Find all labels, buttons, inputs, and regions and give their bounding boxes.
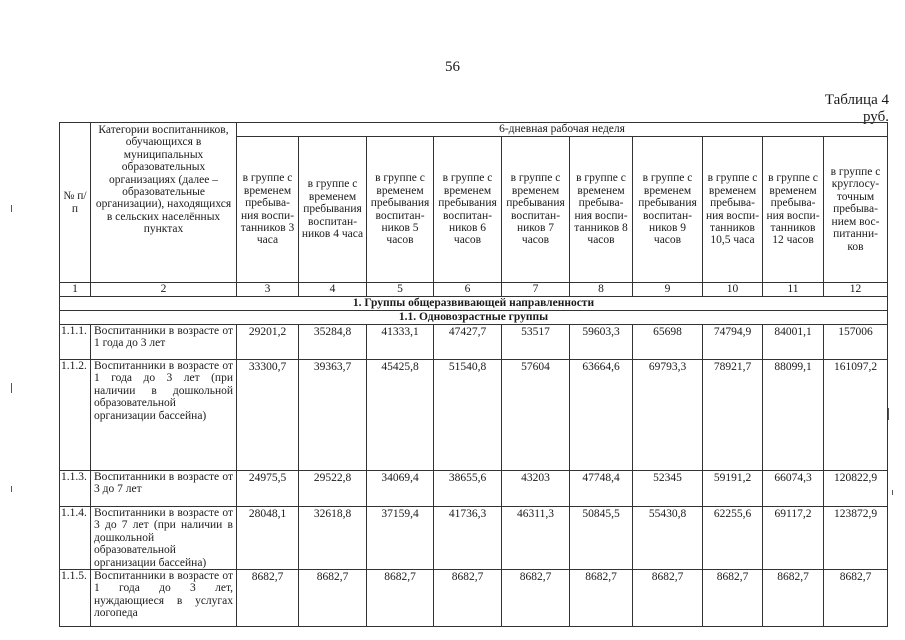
row-value: 29522,8 — [299, 471, 367, 507]
scan-mark — [11, 486, 12, 492]
column-number: 9 — [633, 283, 703, 297]
row-value: 38655,6 — [434, 471, 502, 507]
header-duration: в группе с временем пребыва-ния воспи-танников 8 часов — [570, 137, 633, 283]
row-value: 8682,7 — [434, 570, 502, 627]
row-value: 63664,6 — [570, 360, 633, 471]
header-duration: в группе с временем пребывания воспитан-ников 6 часов — [434, 137, 502, 283]
row-category: Воспитанники в возрасте от 1 года до 3 лет — [91, 325, 237, 360]
row-value: 8682,7 — [633, 570, 703, 627]
section-row — [60, 297, 888, 311]
header-category: Категории воспитанников, обучающихся в муниципальных образовательных организациях (далее – образовательные организации), находящихся в сельских населённых пунктах — [91, 123, 237, 283]
row-value: 45425,8 — [367, 360, 434, 471]
row-value: 62255,6 — [703, 507, 763, 570]
table-label: Таблица 4 — [824, 92, 889, 108]
column-number: 7 — [502, 283, 570, 297]
row-value: 50845,5 — [570, 507, 633, 570]
scan-mark — [892, 490, 893, 495]
table-body — [60, 123, 888, 627]
header-duration: в группе с временем пребыва-ния воспи-танников 3 часа — [237, 137, 299, 283]
row-value: 46311,3 — [502, 507, 570, 570]
row-value: 41333,1 — [367, 325, 434, 360]
column-number: 6 — [434, 283, 502, 297]
scan-mark — [888, 408, 889, 420]
table-caption — [825, 92, 889, 126]
row-value: 47427,7 — [434, 325, 502, 360]
row-number: 1.1.2. — [60, 360, 91, 471]
tariff-table — [59, 122, 888, 627]
row-value: 8682,7 — [570, 570, 633, 627]
row-value: 55430,8 — [633, 507, 703, 570]
row-value: 39363,7 — [299, 360, 367, 471]
row-value: 8682,7 — [703, 570, 763, 627]
column-number: 1 — [60, 283, 91, 297]
table-row — [60, 471, 888, 507]
row-value: 8682,7 — [299, 570, 367, 627]
header-duration: в группе с временем пребывания воспитан-ников 7 часов — [502, 137, 570, 283]
row-value: 29201,2 — [237, 325, 299, 360]
row-value: 59191,2 — [703, 471, 763, 507]
header-duration: в группе с временем пребывания воспитан-ников 9 часов — [633, 137, 703, 283]
header-week-group: 6-дневная рабочая неделя — [237, 123, 888, 137]
row-category: Воспитанники в возрасте от 1 года до 3 лет, нуждающиеся в услугах логопеда — [91, 570, 237, 627]
column-number: 8 — [570, 283, 633, 297]
subsection-row — [60, 311, 888, 325]
row-value: 66074,3 — [763, 471, 824, 507]
row-value: 47748,4 — [570, 471, 633, 507]
row-value: 35284,8 — [299, 325, 367, 360]
row-category: Воспитанники в возрасте от 3 до 7 лет (при наличии в дошкольной образовательной организации бассейна) — [91, 507, 237, 570]
scan-mark — [11, 383, 12, 393]
row-value: 8682,7 — [237, 570, 299, 627]
row-value: 8682,7 — [367, 570, 434, 627]
row-value: 78921,7 — [703, 360, 763, 471]
row-category: Воспитанники в возрасте от 1 года до 3 лет (при наличии в дошкольной образовательной организации бассейна) — [91, 360, 237, 471]
row-value: 123872,9 — [824, 507, 888, 570]
row-value: 120822,9 — [824, 471, 888, 507]
unit-label: руб. — [863, 109, 889, 125]
table-row — [60, 325, 888, 360]
row-value: 51540,8 — [434, 360, 502, 471]
row-value: 28048,1 — [237, 507, 299, 570]
column-number: 10 — [703, 283, 763, 297]
header-duration: в группе с временем пребыва-ния воспи-танников 12 часов — [763, 137, 824, 283]
row-value: 69117,2 — [763, 507, 824, 570]
row-value: 37159,4 — [367, 507, 434, 570]
row-value: 41736,3 — [434, 507, 502, 570]
row-value: 88099,1 — [763, 360, 824, 471]
row-value: 74794,9 — [703, 325, 763, 360]
row-value: 52345 — [633, 471, 703, 507]
page-number: 56 — [445, 59, 460, 75]
header-num: № п/п — [60, 123, 91, 283]
row-value: 59603,3 — [570, 325, 633, 360]
row-value: 43203 — [502, 471, 570, 507]
row-value: 8682,7 — [763, 570, 824, 627]
header-duration: в группе с временем пребыва-ния воспи-танников 10,5 часа — [703, 137, 763, 283]
column-number: 12 — [824, 283, 888, 297]
column-numbers-row — [60, 283, 888, 297]
row-value: 65698 — [633, 325, 703, 360]
table-row — [60, 507, 888, 570]
table-row — [60, 360, 888, 471]
row-value: 84001,1 — [763, 325, 824, 360]
row-value: 8682,7 — [502, 570, 570, 627]
row-value: 161097,2 — [824, 360, 888, 471]
row-value: 53517 — [502, 325, 570, 360]
section-title: 1. Группы общеразвивающей направленности — [60, 297, 888, 311]
header-duration: в группе с временем пребывания воспитан-ников 4 часа — [299, 137, 367, 283]
row-number: 1.1.3. — [60, 471, 91, 507]
column-number: 11 — [763, 283, 824, 297]
header-duration: в группе с круглосу-точным пребыва-нием вос-питанни-ков — [824, 137, 888, 283]
column-number: 5 — [367, 283, 434, 297]
row-value: 34069,4 — [367, 471, 434, 507]
row-category: Воспитанники в возрасте от 3 до 7 лет — [91, 471, 237, 507]
row-number: 1.1.1. — [60, 325, 91, 360]
subsection-title: 1.1. Одновозрастные группы — [60, 311, 888, 325]
scan-mark — [11, 205, 12, 212]
row-value: 8682,7 — [824, 570, 888, 627]
row-value: 69793,3 — [633, 360, 703, 471]
header-row — [60, 123, 888, 137]
column-number: 3 — [237, 283, 299, 297]
row-value: 57604 — [502, 360, 570, 471]
row-number: 1.1.4. — [60, 507, 91, 570]
row-value: 24975,5 — [237, 471, 299, 507]
header-duration: в группе с временем пребывания воспитан-ников 5 часов — [367, 137, 434, 283]
table-row — [60, 570, 888, 627]
row-value: 32618,8 — [299, 507, 367, 570]
column-number: 2 — [91, 283, 237, 297]
row-number: 1.1.5. — [60, 570, 91, 627]
column-number: 4 — [299, 283, 367, 297]
row-value: 33300,7 — [237, 360, 299, 471]
row-value: 157006 — [824, 325, 888, 360]
